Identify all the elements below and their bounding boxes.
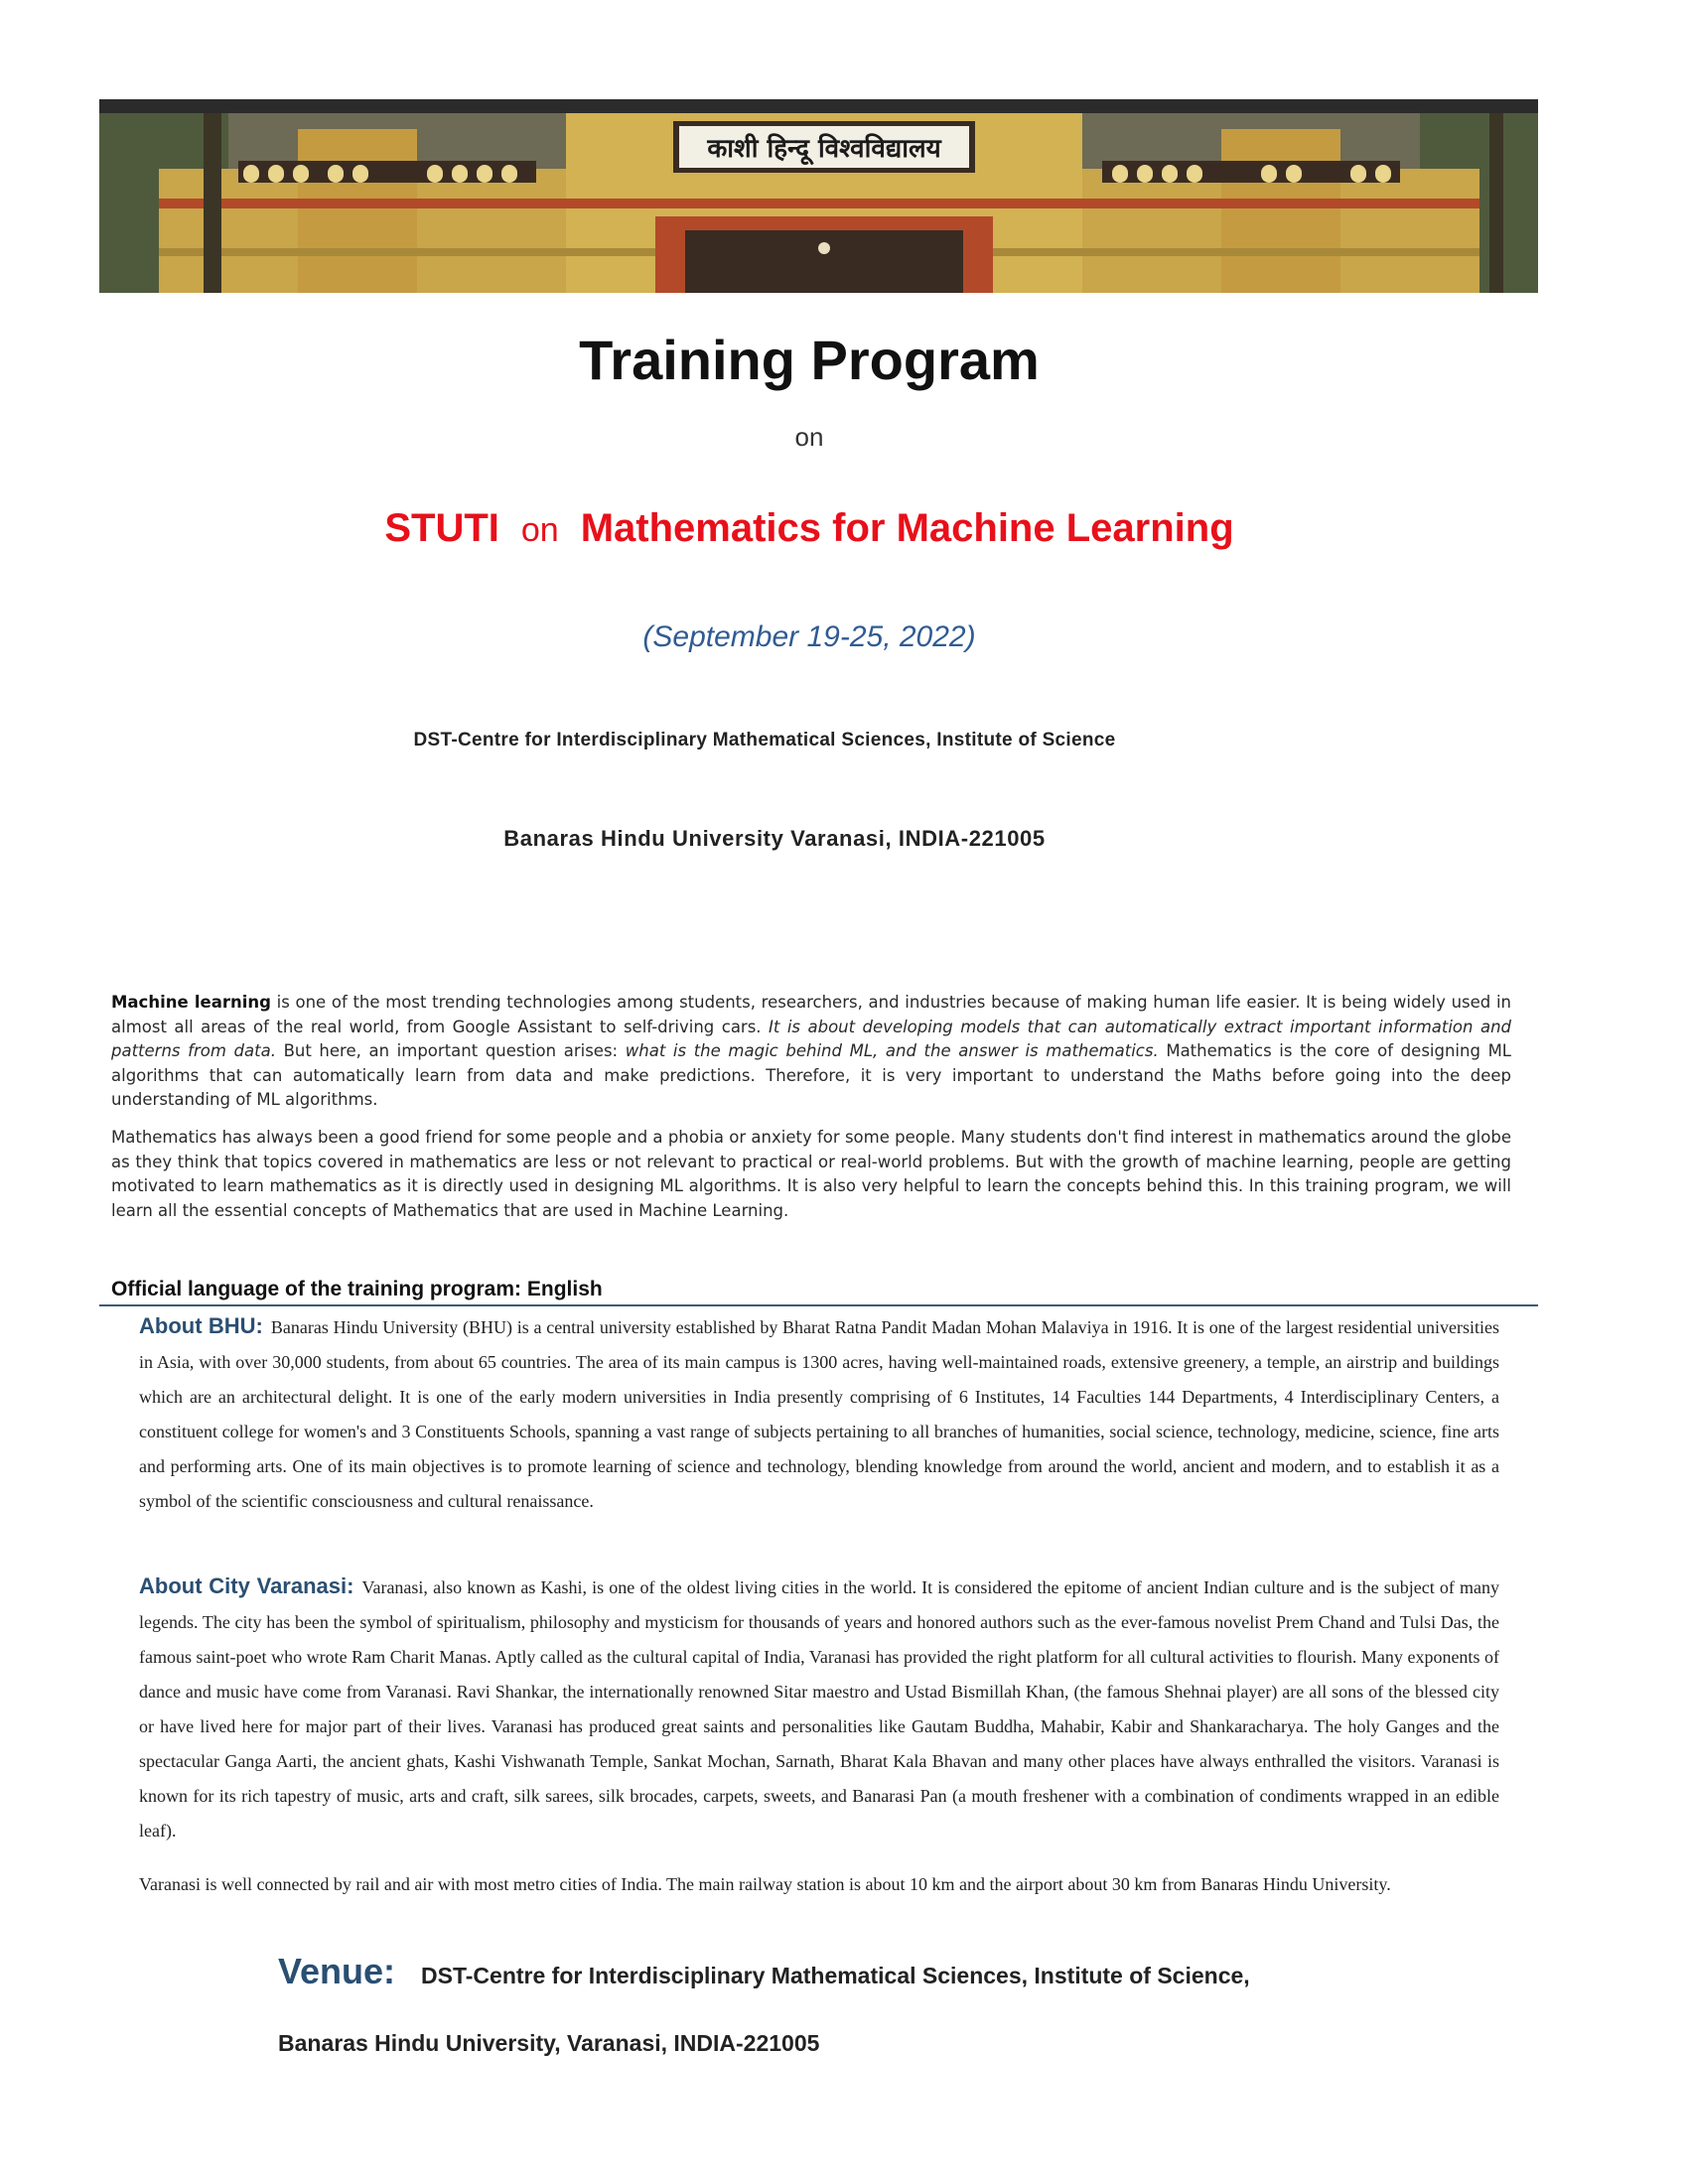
- venue-line-1: [278, 1951, 1250, 1992]
- intro-italic-1: It is about developing models that can automatically extract important information and patterns from data.: [111, 1017, 1511, 1060]
- intro-text-a: is one of the most trending technologies among students, researchers, and industries because of making human life easier. It is being widely used in almost all areas of the real world, from Google Assistant to self-driving cars.: [111, 993, 1511, 1036]
- banner-image: [99, 99, 1538, 293]
- about-city-text: Varanasi, also known as Kashi, is one of the oldest living cities in the world. It is considered the epitome of ancient Indian culture and is the subject of many legends. The city has been the symbol of spiritualism, philosophy and mysticism for thousands of years and honored authors such as the ever-famous novelist Prem Chand and Tulsi Das, the famous saint-poet who wrote Ram Charit Manas. Aptly called as the cultural capital of India, Varanasi has provided the right platform for all cultural activities to flourish. Many exponents of dance and music have come from Varanasi. Ravi Shankar, the internationally renowned Sitar maestro and Ustad Bismillah Khan, (the famous Shehnai player) are all sons of the blessed city or have lived here for major part of their lives. Varanasi has produced great saints and personalities like Gautam Buddha, Mahabir, Kabir and Shankaracharya. The holy Ganges and the spectacular Ganga Aarti, the ancient ghats, Kashi Vishwanath Temple, Sankat Mochan, Sarnath, Bharat Kala Bhavan and many other places have always enthralled the visitors. Varanasi is known for its rich tapestry of music, arts and craft, silk sarees, silk brocades, carpets, sweets, and Banarasi Pan (a mouth freshener with a combination of condiments wrapped in an edible leaf).: [139, 1577, 1499, 1841]
- about-city-section: [139, 1569, 1499, 1848]
- intro-italic-2: what is the magic behind ML, and the answer is mathematics.: [625, 1041, 1159, 1060]
- program-subject: Mathematics for Machine Learning: [580, 506, 1234, 550]
- about-bhu-text: Banaras Hindu University (BHU) is a central university established by Bharat Ratna Pandit Madan Mohan Malaviya in 1916. It is one of the largest residential universities in Asia, with over 30,000 students, from about 65 countries. The area of its main campus is 1300 acres, having well-maintained roads, extensive greenery, a temple, an airstrip and buildings which are an architectural delight. It is one of the early modern universities in India presently comprising of 6 Institutes, 14 Faculties 144 Departments, 4 Interdisciplinary Centers, a constituent college for women's and 3 Constituents Schools, spanning a vast range of subjects pertaining to all branches of humanities, social science, technology, medicine, science, fine arts and performing arts. One of its main objectives is to promote learning of science and technology, blending knowledge from around the world, ancient and modern, and to establish it as a symbol of the scientific consciousness and cultural renaissance.: [139, 1317, 1499, 1511]
- program-on-text: on: [520, 511, 559, 549]
- venue-address-1: DST-Centre for Interdisciplinary Mathematical Sciences, Institute of Science,: [421, 1963, 1250, 1988]
- intro-paragraph-1: [111, 991, 1511, 1113]
- title-on-text: on: [794, 422, 824, 452]
- university-address: Banaras Hindu University Varanasi, INDIA-221005: [503, 826, 1046, 851]
- about-city-heading: About City Varanasi:: [139, 1573, 354, 1598]
- page-title: Training Program: [579, 329, 1040, 391]
- official-language-line: Official language of the training program: English: [111, 1278, 603, 1300]
- connectivity-text: Varanasi is well connected by rail and air with most metro cities of India. The main railway station is about 10 km and the airport about 30 km from Banaras Hindu University.: [139, 1874, 1391, 1894]
- banner-signboard-text: काशी हिन्दू विश्वविद्यालय: [707, 134, 941, 164]
- program-title: [0, 506, 1618, 551]
- venue-label: Venue:: [278, 1951, 396, 1991]
- section-divider: [99, 1304, 1538, 1306]
- about-bhu-section: [139, 1308, 1499, 1519]
- intro-text-c: Mathematics is the core of designing ML algorithms that can automatically learn from data and make predictions. Therefore, it is very important to understand the Maths before going into the deep understanding of ML algorithms.: [111, 1041, 1511, 1109]
- venue-address-2: Banaras Hindu University, Varanasi, INDIA-221005: [278, 2030, 820, 2056]
- about-bhu-heading: About BHU:: [139, 1313, 263, 1338]
- intro-bold-term: Machine learning: [111, 993, 271, 1012]
- institute-name: DST-Centre for Interdisciplinary Mathematical Sciences, Institute of Science: [413, 730, 1116, 751]
- program-name: STUTI: [384, 506, 499, 550]
- intro-text-b: But here, an important question arises:: [275, 1041, 626, 1060]
- intro-paragraph-2: Mathematics has always been a good friend for some people and a phobia or anxiety for some people. Many students don't find interest in mathematics around the globe as they think that topics covered in mathematics are less or not relevant to practical or real-world problems. But with the growth of machine learning, people are getting motivated to learn mathematics as it is directly used in designing ML algorithms. It is also very helpful to learn the concepts behind this. In this training program, we will learn all the essential concepts of Mathematics that are used in Machine Learning.: [111, 1128, 1511, 1220]
- program-dates: (September 19-25, 2022): [642, 620, 976, 653]
